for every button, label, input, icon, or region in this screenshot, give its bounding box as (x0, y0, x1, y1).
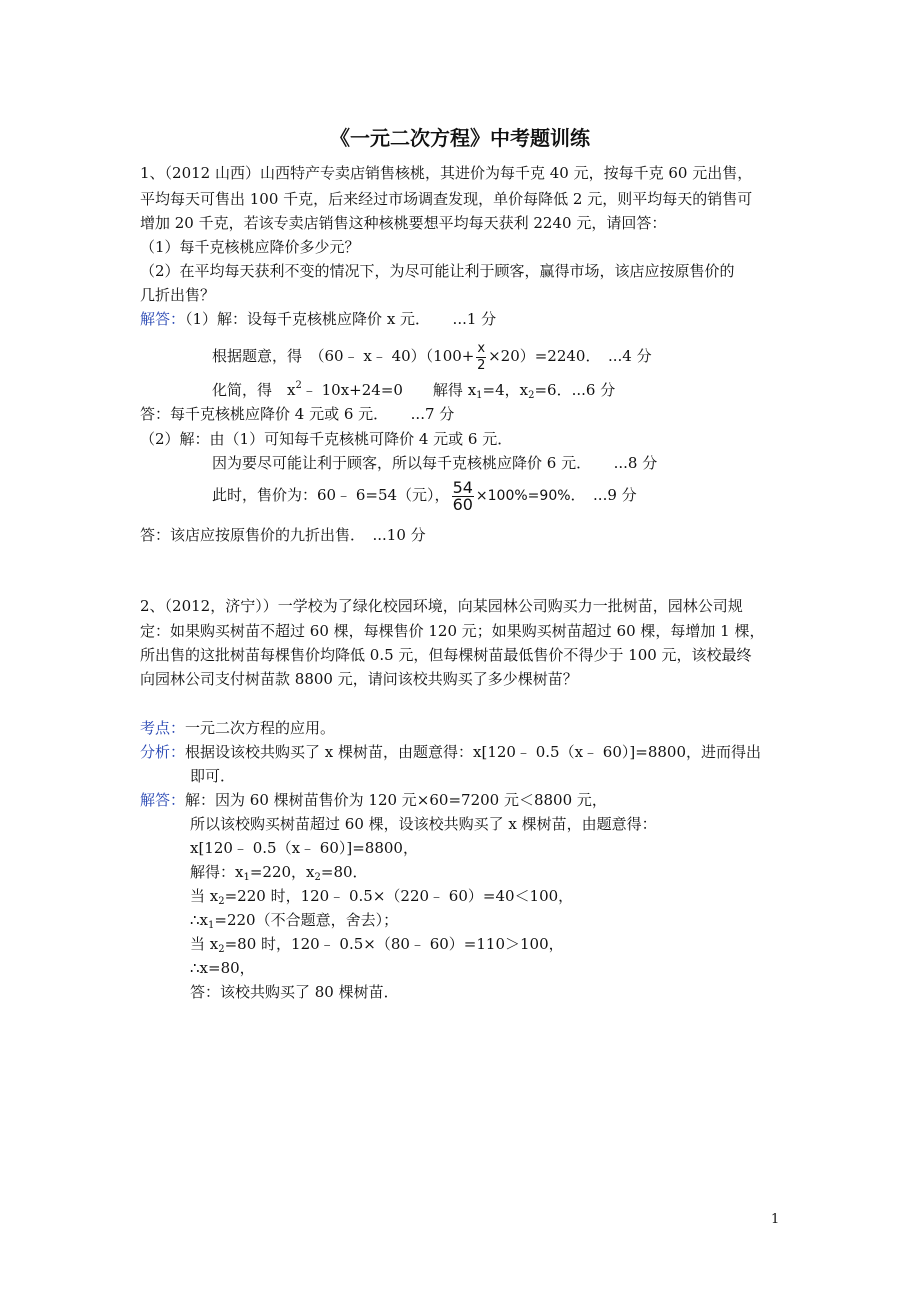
a2-kaodian: 考点：一元二次方程的应用。 (140, 719, 336, 737)
q1-line-5: （2）在平均每天获利不变的情况下，为尽可能让利于顾客，赢得市场，该店应按原售价的 (140, 262, 735, 280)
document-title: 《一元二次方程》中考题训练 (330, 126, 590, 150)
q2-line-3: 所出售的这批树苗每棵售价均降低 0.5 元，但每棵树苗最低售价不得少于 100 元，该校最终 (140, 646, 752, 664)
jieda-label: 解答： (140, 791, 186, 809)
q1-line-1: 1、（2012 山西）山西特产专卖店销售核桃，其进价为每千克 40 元，按每千克 60 元出售， (140, 164, 753, 182)
fraction-x-over-2: $\frac{x}{2}$ (477, 340, 486, 373)
q2-line-2: 定：如果购买树苗不超过 60 棵，每棵售价 120 元；如果购买树苗超过 60 棵，每增加 1 棵， (140, 622, 765, 640)
answer-label: 解答： (140, 310, 186, 328)
a1-step-8: 答：该店应按原售价的九折出售． ...10 分 (140, 526, 426, 544)
kaodian-label: 考点： (140, 719, 186, 737)
fraction-54-over-60: $\frac{54}{60}$ (452, 477, 473, 514)
fenxi-label: 分析： (140, 743, 186, 761)
a2-step-3: x[120﹣ 0.5（x﹣ 60）]=8800， (190, 839, 418, 857)
a2-step-8: ∴x=80， (190, 959, 255, 977)
q2-line-1: 2、（2012，济宁））一学校为了绿化校园环境，向某园林公司购买力一批树苗，园林公司规 (140, 597, 743, 615)
a1-step-5: （2）解：由（1）可知每千克核桃可降价 4 元或 6 元． (140, 430, 513, 448)
a2-fenxi: 分析：根据设该校共购买了 x 棵树苗，由题意得：x[120﹣ 0.5（x﹣ 60）]=8800，进而得出 (140, 743, 761, 761)
a2-fenxi-2: 即可． (190, 767, 236, 785)
a1-step-7: 此时，售价为：60﹣ 6=54（元）， $\frac{54}{60}$ ×100%=90%． ...9 分 (212, 477, 637, 514)
a1-step-6: 因为要尽可能让利于顾客，所以每千克核桃应降价 6 元． ...8 分 (212, 454, 658, 472)
a2-step-2: 所以该校购买树苗超过 60 棵，设该校共购买了 x 棵树苗，由题意得： (190, 815, 657, 833)
a1-step-2: 根据题意，得 （60﹣ x﹣ 40）（100+ $\frac{x}{2}$ ×20）=2240． ...4 分 (212, 340, 652, 373)
q1-line-4: （1）每千克核桃应降价多少元？ (140, 238, 360, 256)
a2-step-9: 答：该校共购买了 80 棵树苗． (190, 983, 399, 1001)
a2-step-4: 解得：$x_1=220$，$x_2=80$． (190, 863, 368, 883)
a2-jieda: 解答：解：因为 60 棵树苗售价为 120 元×60=7200 元＜8800 元， (140, 791, 607, 809)
q2-line-4: 向园林公司支付树苗款 8800 元，请问该校共购买了多少棵树苗？ (140, 670, 578, 688)
a1-step-1: 解答：（1）解：设每千克核桃应降价 x 元． ...1 分 (140, 310, 497, 328)
q1-line-2: 平均每天可售出 100 千克，后来经过市场调查发现，单价每降低 2 元，则平均每天的销售可 (140, 190, 753, 208)
a1-step-4: 答：每千克核桃应降价 4 元或 6 元． ...7 分 (140, 405, 455, 423)
q1-line-3: 增加 20 千克，若该专卖店销售这种核桃要想平均每天获利 2240 元，请回答： (140, 214, 667, 232)
a2-step-6: $\therefore x_1=220$（不合题意，舍去）； (190, 911, 399, 931)
a1-step-3: 化简，得 $x^2﹣$ 10x+24=0 解得 $x_1=4$，$x_2=6$．...6 分 (212, 380, 616, 401)
a2-step-5: 当 $x_2=220$ 时，120﹣ 0.5×（220﹣ 60）=40＜100， (190, 887, 574, 907)
a2-step-7: 当 $x_2=80$ 时，120﹣ 0.5×（80﹣ 60）=110＞100， (190, 935, 564, 955)
q1-line-6: 几折出售？ (140, 286, 216, 304)
page-number: 1 (771, 1212, 780, 1227)
